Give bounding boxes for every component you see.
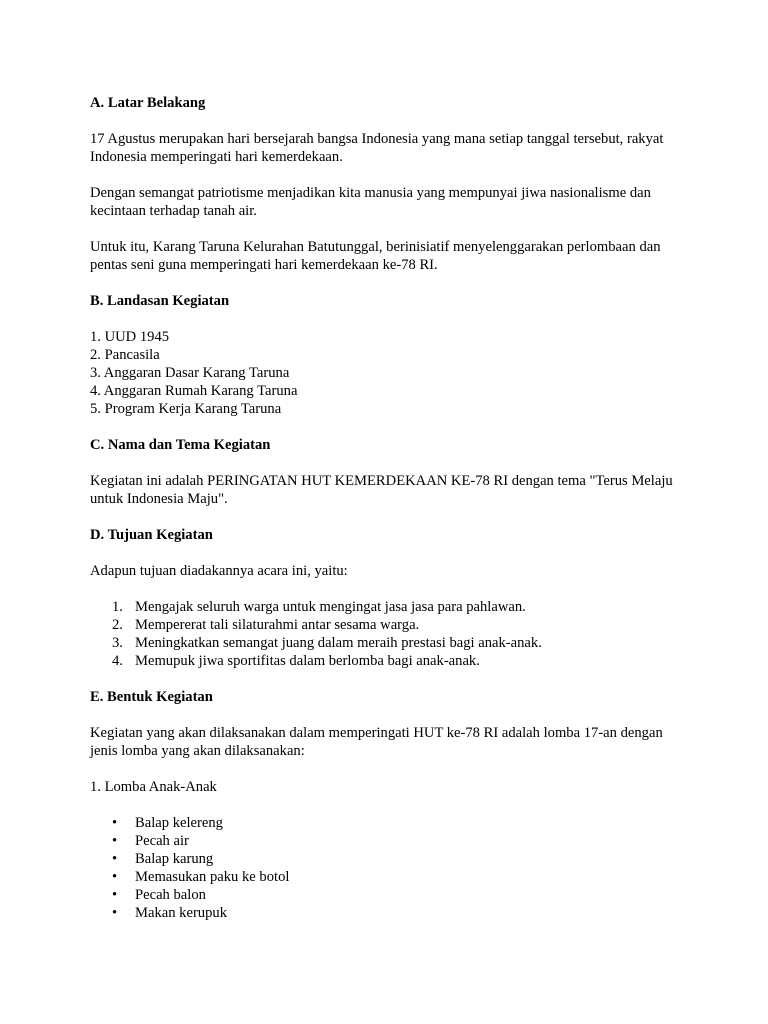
list-item-text: Pecah air — [135, 833, 189, 849]
section-a-heading: A. Latar Belakang — [90, 95, 206, 111]
list-item-text: Meningkatkan semangat juang dalam meraih prestasi bagi anak-anak. — [135, 635, 542, 651]
section-a-paragraph-1: 17 Agustus merupakan hari bersejarah bangsa Indonesia yang mana setiap tanggal tersebut, rakyat Indonesia memperingati hari kemerdekaan. — [90, 131, 664, 165]
list-item: 1. UUD 1945 — [90, 329, 170, 345]
section-a-paragraph-2: Dengan semangat patriotisme menjadikan kita manusia yang mempunyai jiwa nasionalisme dan kecintaan terhadap tanah air. — [90, 185, 651, 219]
list-item-number: 4. — [112, 653, 123, 669]
list-item-text: Balap kelereng — [135, 815, 223, 831]
list-item — [90, 850, 688, 868]
lomba-anak-subheading: 1. Lomba Anak-Anak — [90, 779, 217, 795]
bullet-icon: • — [112, 887, 118, 903]
list-item — [90, 616, 688, 634]
section-d-heading: D. Tujuan Kegiatan — [90, 527, 213, 543]
list-item-text: Makan kerupuk — [135, 905, 227, 921]
section-c-paragraph: Kegiatan ini adalah PERINGATAN HUT KEMERDEKAAN KE-78 RI dengan tema "Terus Melaju untuk Indonesia Maju". — [90, 473, 673, 507]
list-item: 5. Program Kerja Karang Taruna — [90, 401, 282, 417]
list-item: 4. Anggaran Rumah Karang Taruna — [90, 383, 298, 399]
section-b-heading: B. Landasan Kegiatan — [90, 293, 230, 309]
list-item — [90, 598, 688, 616]
section-c-heading: C. Nama dan Tema Kegiatan — [90, 437, 271, 453]
bullet-icon: • — [112, 869, 118, 885]
bullet-icon: • — [112, 851, 118, 867]
bullet-icon: • — [112, 815, 118, 831]
section-d-intro: Adapun tujuan diadakannya acara ini, yaitu: — [90, 563, 348, 579]
list-item — [90, 832, 688, 850]
list-item-text: Mempererat tali silaturahmi antar sesama warga. — [135, 617, 420, 633]
list-item-number: 2. — [112, 617, 123, 633]
list-item: 2. Pancasila — [90, 347, 160, 363]
bullet-icon: • — [112, 833, 118, 849]
list-item-text: Memasukan paku ke botol — [135, 869, 290, 885]
landasan-list — [90, 328, 688, 418]
lomba-anak-list — [90, 814, 688, 922]
list-item — [90, 652, 688, 670]
list-item-number: 3. — [112, 635, 123, 651]
list-item-text: Mengajak seluruh warga untuk mengingat jasa jasa para pahlawan. — [135, 599, 526, 615]
section-a-paragraph-3: Untuk itu, Karang Taruna Kelurahan Batutunggal, berinisiatif menyelenggarakan perlombaan dan pentas seni guna memperingati hari kemerdekaan ke-78 RI. — [90, 239, 661, 273]
list-item — [90, 814, 688, 832]
list-item-number: 1. — [112, 599, 123, 615]
list-item — [90, 904, 688, 922]
list-item-text: Balap karung — [135, 851, 214, 867]
list-item: 3. Anggaran Dasar Karang Taruna — [90, 365, 290, 381]
list-item-text: Pecah balon — [135, 887, 206, 903]
list-item-text: Memupuk jiwa sportifitas dalam berlomba bagi anak-anak. — [135, 653, 480, 669]
section-e-intro: Kegiatan yang akan dilaksanakan dalam memperingati HUT ke-78 RI adalah lomba 17-an dengan jenis lomba yang akan dilaksanakan: — [90, 725, 663, 759]
list-item — [90, 868, 688, 886]
section-e-heading: E. Bentuk Kegiatan — [90, 689, 213, 705]
tujuan-list — [90, 598, 688, 670]
list-item — [90, 886, 688, 904]
bullet-icon: • — [112, 905, 118, 921]
list-item — [90, 634, 688, 652]
